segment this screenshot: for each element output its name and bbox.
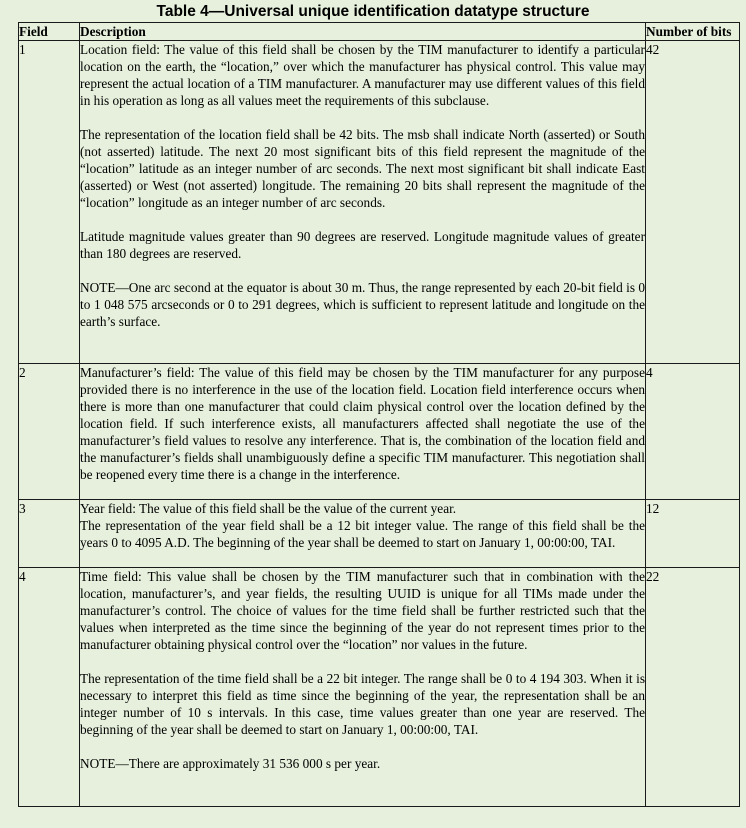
number-of-bits: 42: [646, 41, 740, 364]
number-of-bits: 4: [646, 364, 740, 500]
field-number: 3: [19, 500, 80, 568]
description-note: NOTE—There are approximately 31 536 000 s per year.: [80, 756, 381, 771]
description-paragraph: Latitude magnitude values greater than 90 degrees are reserved. Longitude magnitude values of greater than 180 degrees are reserved.: [80, 229, 645, 261]
description-paragraph: The representation of the location field shall be 42 bits. The msb shall indicate North (asserted) or South (not asserted) latitude. The next 20 most significant bits of this field represent the magnitude of the “location” latitude as an integer number of arc seconds. The next most significant bit shall indicate East (asserted) or West (not asserted) longitude. The remaining 20 bits shall represent the magnitude of the “location” longitude as an integer number of arc seconds.: [80, 127, 645, 210]
number-of-bits: 12: [646, 500, 740, 568]
description-paragraph: Location field: The value of this field shall be chosen by the TIM manufacturer to identify a particular location on the earth, the “location,” over which the manufacturer has physical control. This value may represent the actual location of a TIM manufacturer. A manufacturer may use different values of this field in his operation as long as all values meet the requirements of this subclause.: [80, 42, 645, 108]
field-number: 2: [19, 364, 80, 500]
field-description: [80, 41, 646, 364]
field-number: 1: [19, 41, 80, 364]
description-paragraph: Year field: The value of this field shall be the value of the current year.: [80, 501, 457, 516]
header-field: Field: [19, 23, 80, 41]
description-paragraph: The representation of the time field shall be a 22 bit integer. The range shall be 0 to 4 194 303. When it is necessary to interpret this field as time since the beginning of the year, the representation shall be an integer number of 10 s intervals. In this case, time values greater than one year are reserved. The beginning of the year shall be deemed to start on January 1, 00:00:00, TAI.: [80, 671, 645, 737]
field-description: [80, 568, 646, 807]
uuid-structure-table: [18, 22, 740, 807]
field-number: 4: [19, 568, 80, 807]
number-of-bits: 22: [646, 568, 740, 807]
table-row: [19, 500, 740, 568]
header-description: Description: [80, 23, 646, 41]
field-description: [80, 364, 646, 500]
table-row: [19, 364, 740, 500]
table-row: [19, 41, 740, 364]
description-paragraph: Manufacturer’s field: The value of this field may be chosen by the TIM manufacturer for any purpose provided there is no interference in the use of the location field. Location field interference occurs when there is more than one manufacturer that could claim physical control over the location defined by the location field. If such interference exists, all manufacturers affected shall negotiate the use of the manufacturer’s field values to resolve any interference. That is, the combination of the location field and the manufacturer’s fields shall unambiguously define a specific TIM manufacturer. This negotiation shall be reopened every time there is a change in the interference.: [80, 365, 645, 482]
table-caption: Table 4—Universal unique identification datatype structure: [156, 3, 590, 20]
description-paragraph: Time field: This value shall be chosen by the TIM manufacturer such that in combination with the location, manufacturer’s, and year fields, the resulting UUID is unique for all TIMs made under the manufacturer’s control. The choice of values for the time field shall be further restricted such that the values when interpreted as the time since the beginning of the year do not represent times prior to the manufacturer obtaining physical control over the “location” nor values in the future.: [80, 569, 645, 652]
header-number-of-bits: Number of bits: [646, 23, 740, 41]
table-row: [19, 568, 740, 807]
field-description: [80, 500, 646, 568]
description-paragraph: The representation of the year field shall be a 12 bit integer value. The range of this field shall be the years 0 to 4095 A.D. The beginning of the year shall be deemed to start on January 1, 00:00:00, TAI.: [80, 518, 645, 550]
header-row: [19, 23, 740, 41]
description-note: NOTE—One arc second at the equator is about 30 m. Thus, the range represented by each 20-bit field is 0 to 1 048 575 arcseconds or 0 to 291 degrees, which is sufficient to represent latitude and longitude on the earth’s surface.: [80, 280, 645, 329]
